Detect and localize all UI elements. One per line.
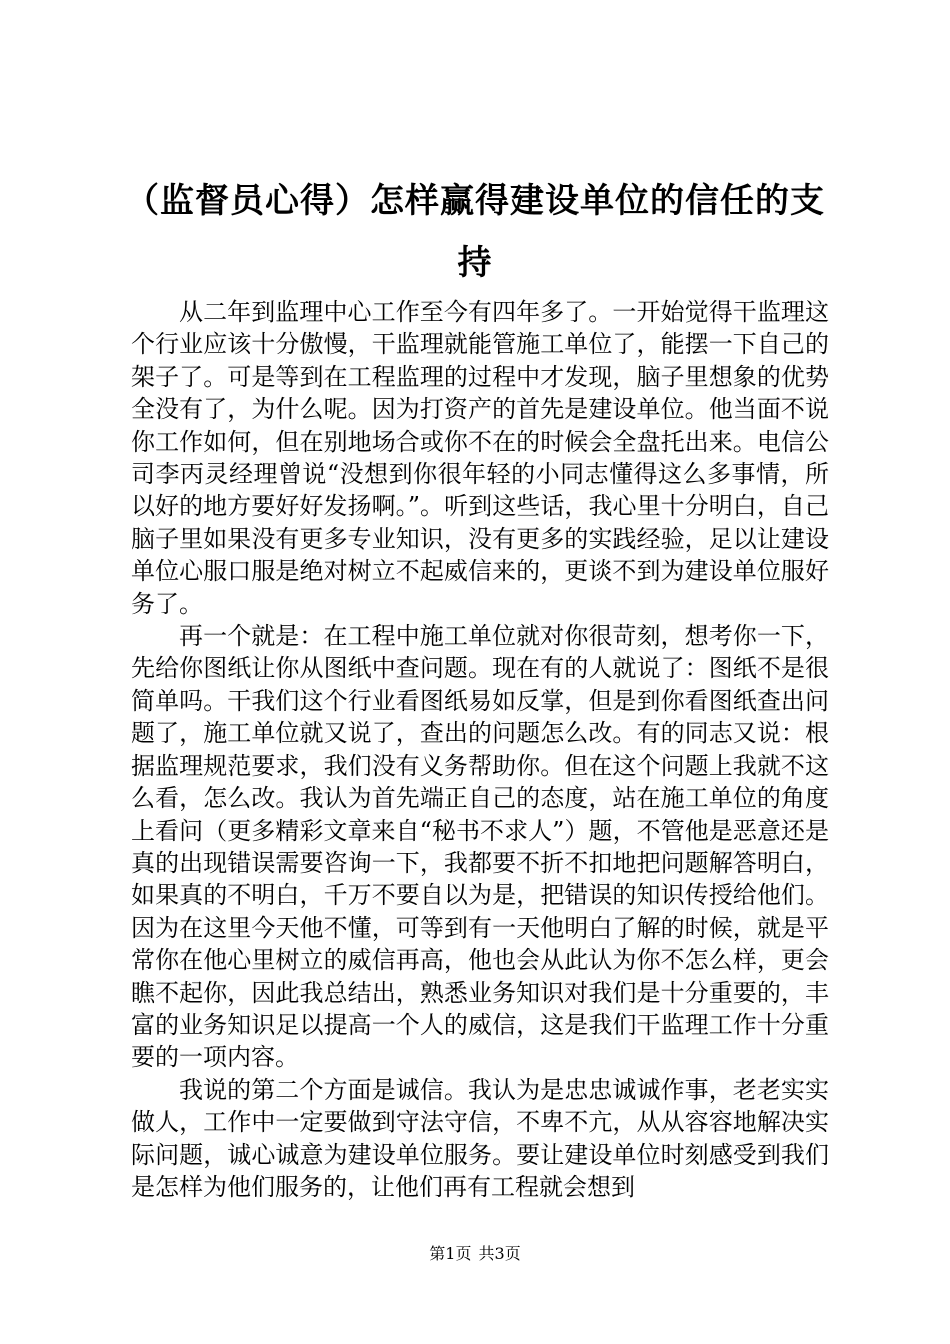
- paragraph-2: 再一个就是：在工程中施工单位就对你很苛刻，想考你一下，先给你图纸让你从图纸中查问题。现在有的人就说了：图纸不是很简单吗。干我们这个行业看图纸易如反掌，但是到你看图纸查出问题了，施工单位就又说了，查出的问题怎么改。有的同志又说：根据监理规范要求，我们没有义务帮助你。但在这个问题上我就不这么看，怎么改。我认为首先端正自己的态度，站在施工单位的角度上看问（更多精彩文章来自“秘书不求人”）题，不管他是恶意还是真的出现错误需要咨询一下，我都要不折不扣地把问题解答明白，如果真的不明白，千万不要自以为是，把错误的知识传授给他们。因为在这里今天他不懂，可等到有一天他明白了解的时候，就是平常你在他心里树立的威信再高，他也会从此认为你不怎么样，更会瞧不起你，因此我总结出，熟悉业务知识对我们是十分重要的，丰富的业务知识足以提高一个人的威信，这是我们干监理工作十分重要的一项内容。: [131, 622, 829, 1072]
- paragraph-3: 我说的第二个方面是诚信。我认为是忠忠诚诚作事，老老实实做人，工作中一定要做到守法守信，不卑不亢，从从容容地解决实际问题，诚心诚意为建设单位服务。要让建设单位时刻感受到我们是怎样为他们服务的，让他们再有工程就会想到: [131, 1075, 829, 1201]
- document-body: [131, 296, 829, 1203]
- page-number-footer: 第1页 共3页: [429, 1244, 521, 1263]
- paragraph-1: 从二年到监理中心工作至今有四年多了。一开始觉得干监理这个行业应该十分傲慢，干监理就能管施工单位了，能摆一下自己的架子了。可是等到在工程监理的过程中才发现，脑子里想象的优势全没有了，为什么呢。因为打资产的首先是建设单位。他当面不说你工作如何，但在别地场合或你不在的时候会全盘托出来。电信公司李丙灵经理曾说“没想到你很年轻的小同志懂得这么多事情，所以好的地方要好好发扬啊。”。听到这些话，我心里十分明白，自己脑子里如果没有更多专业知识，没有更多的实践经验，足以让建设单位心服口服是绝对树立不起威信来的，更谈不到为建设单位服好务了。: [131, 298, 829, 618]
- page-title: （监督员心得）怎样赢得建设单位的信任的支持: [125, 181, 825, 283]
